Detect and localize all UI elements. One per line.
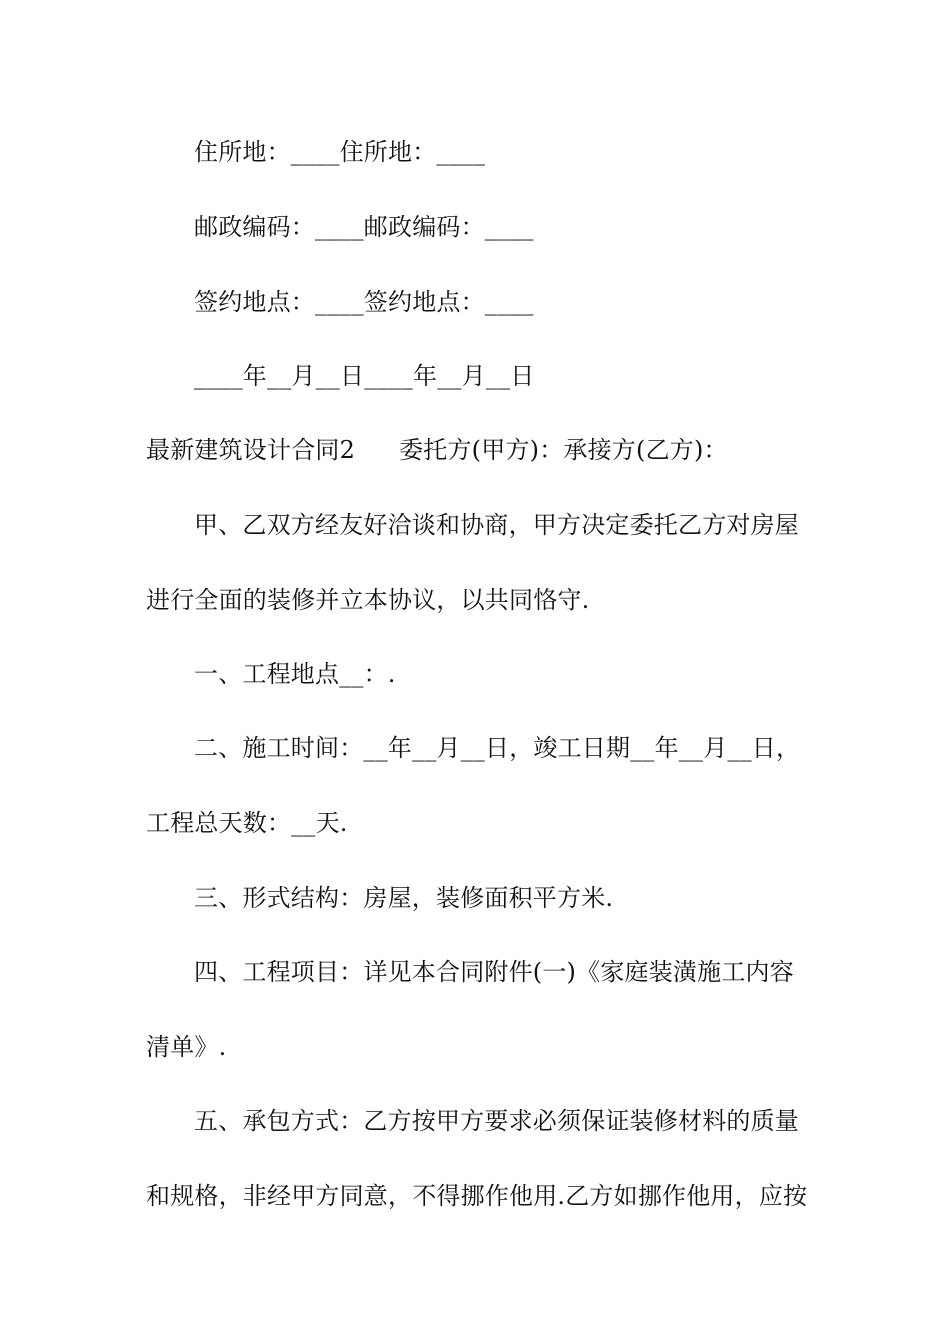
date-line: ____年__月__日____年__月__日 [194, 362, 535, 390]
postal-code-line: 邮政编码：____邮政编码：____ [194, 213, 534, 241]
clause-1-location: 一、工程地点__：. [194, 660, 396, 688]
clause-4-items-cont: 清单》. [146, 1033, 227, 1061]
clause-5-contracting: 五、承包方式：乙方按甲方要求必须保证装修材料的质量 [194, 1107, 799, 1135]
clause-5-contracting-cont: 和规格，非经甲方同意，不得挪作他用.乙方如挪作他用，应按 [146, 1182, 808, 1210]
address-line: 住所地：____住所地：____ [194, 138, 486, 166]
contract-title: 最新建筑设计合同2 [146, 436, 356, 464]
paragraph-line: 甲、乙双方经友好洽谈和协商，甲方决定委托乙方对房屋 [194, 511, 799, 539]
paragraph-line: 进行全面的装修并立本协议，以共同恪守. [146, 586, 590, 614]
signing-place-line: 签约地点：____签约地点：____ [194, 288, 534, 316]
clause-3-structure: 三、形式结构：房屋，装修面积平方米. [194, 884, 614, 912]
clause-4-items: 四、工程项目：详见本合同附件(一)《家庭装潢施工内容 [194, 958, 794, 986]
contract-parties: 委托方(甲方)：承接方(乙方)： [399, 436, 728, 464]
clause-2-schedule: 二、施工时间：__年__月__日，竣工日期__年__月__日， [194, 734, 801, 762]
contract-heading [146, 433, 826, 467]
clause-2-days: 工程总天数：__天. [146, 809, 348, 837]
